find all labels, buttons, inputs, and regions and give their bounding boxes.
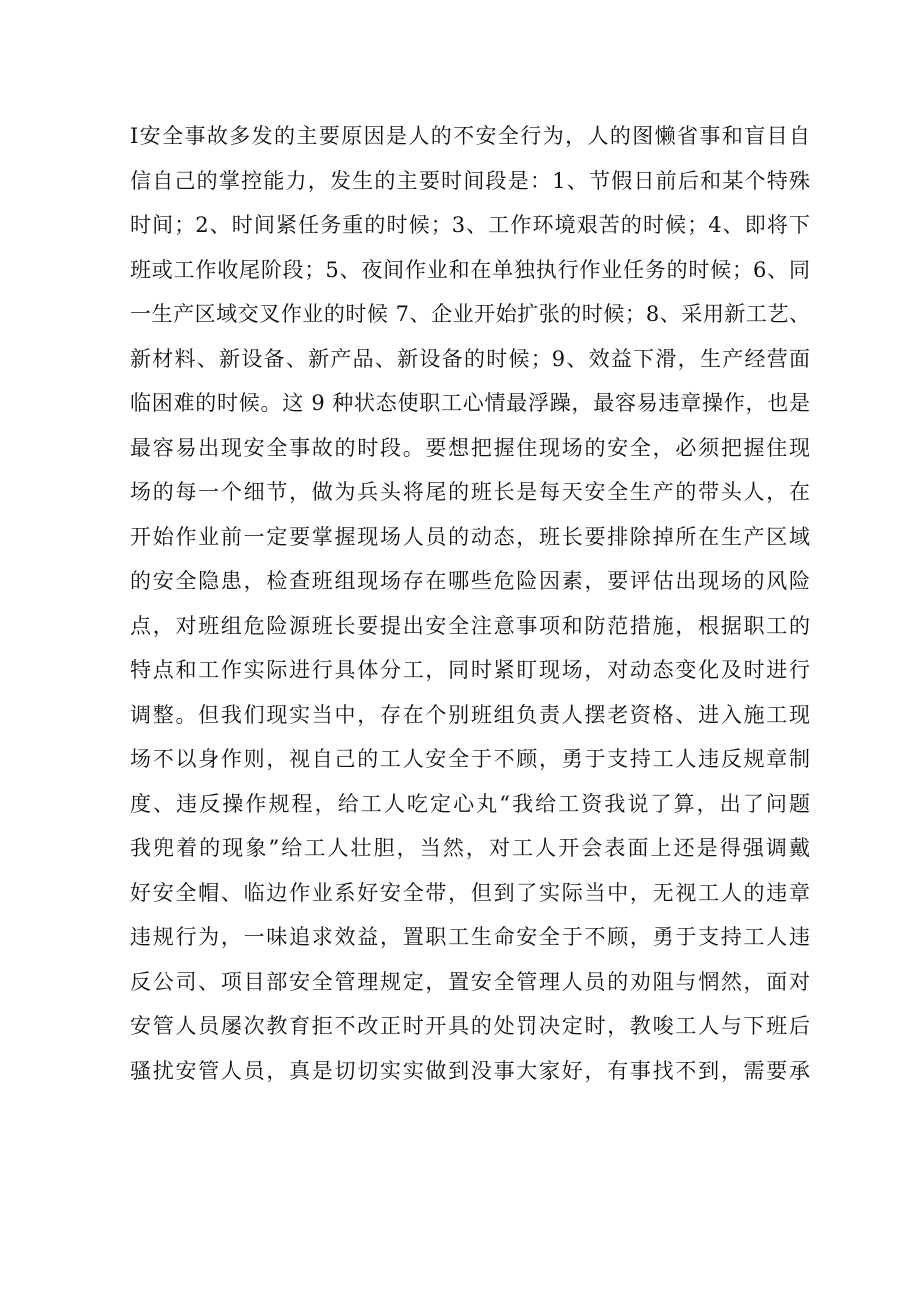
body-text (130, 114, 810, 1093)
text-line: 我兜着的现象”给工人壮胆，当然，对工人开会表面上还是得强调戴 (130, 836, 810, 860)
text-line: 场不以身作则，视自己的工人安全于不顾，勇于支持工人违反规章制 (130, 747, 810, 771)
text-line: 度、违反操作规程，给工人吃定心丸“我给工资我说了算，出了问题 (130, 791, 810, 816)
text-line: 开始作业前一定要掌握现场人员的动态，班长要排除掉所在生产区域 (130, 524, 810, 549)
text-line: 场的每一个细节，做为兵头将尾的班长是每天安全生产的带头人，在 (130, 480, 810, 504)
text-line: 临困难的时候。这 9 种状态使职工心情最浮躁，最容易违章操作，也是 (130, 391, 810, 415)
text-line: 好安全帽、临边作业系好安全带，但到了实际当中，无视工人的违章 (130, 880, 810, 905)
text-line: 新材料、新设备、新产品、新设备的时候；9、效益下滑，生产经营面 (130, 346, 810, 371)
text-line: 最容易出现安全事故的时段。要想把握住现场的安全，必须把握住现 (130, 435, 810, 460)
text-line: 骚扰安管人员，真是切切实实做到没事大家好，有事找不到，需要承 (130, 1058, 810, 1083)
text-line: 信自己的掌控能力，发生的主要时间段是：1、节假日前后和某个特殊 (130, 168, 810, 193)
text-line: 一生产区域交叉作业的时候 7、企业开始扩张的时候；8、采用新工艺、 (130, 302, 810, 326)
text-line: I安全事故多发的主要原因是人的不安全行为，人的图懒省事和盲目自 (130, 124, 810, 148)
text-line: 反公司、项目部安全管理规定，置安全管理人员的劝阻与惘然，面对 (130, 969, 810, 994)
text-line: 班或工作收尾阶段；5、夜间作业和在单独执行作业任务的时候；6、同 (130, 257, 810, 282)
text-line: 的安全隐患，检查班组现场存在哪些危险因素，要评估出现场的风险 (130, 569, 810, 593)
text-line: 安管人员屡次教育拒不改正时开具的处罚决定时，教唆工人与下班后 (130, 1014, 810, 1038)
text-line: 时间；2、时间紧任务重的时候；3、工作环境艰苦的时候；4、即将下 (130, 213, 810, 237)
text-line: 特点和工作实际进行具体分工，同时紧盯现场，对动态变化及时进行 (130, 658, 810, 682)
text-line: 调整。但我们现实当中，存在个别班组负责人摆老资格、进入施工现 (130, 702, 810, 727)
text-line: 违规行为，一味追求效益，置职工生命安全于不顾，勇于支持工人违 (130, 925, 810, 949)
text-line: 点，对班组危险源班长要提出安全注意事项和防范措施，根据职工的 (130, 613, 810, 638)
